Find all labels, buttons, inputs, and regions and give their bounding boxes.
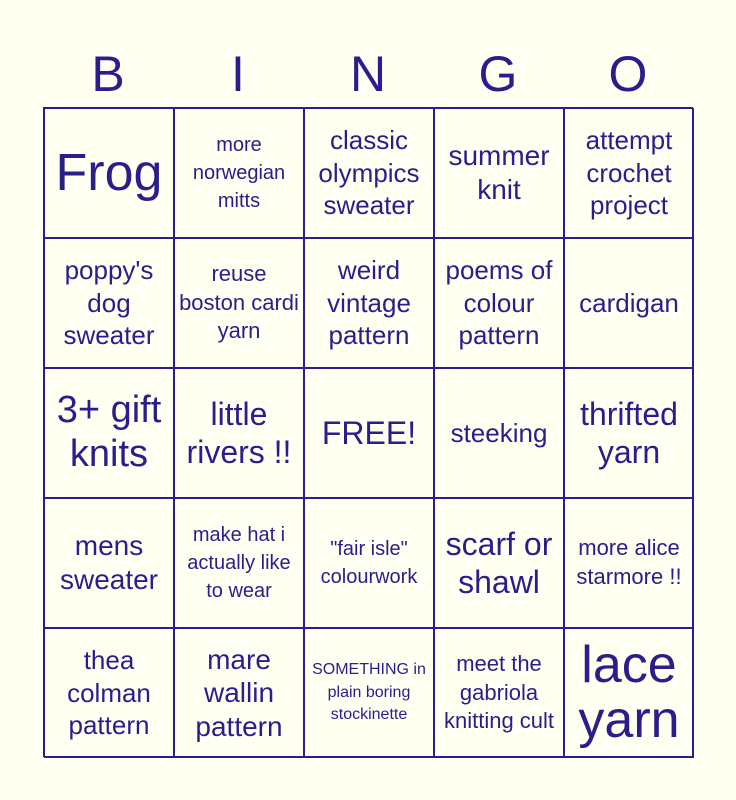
header-letter-o: O (608, 46, 648, 102)
bingo-cell-r3c5[interactable]: thrifted yarn (564, 368, 694, 498)
bingo-cell-r5c1[interactable]: thea colman pattern (44, 628, 174, 758)
bingo-grid (43, 107, 693, 757)
header-letter-b: B (91, 46, 125, 102)
bingo-cell-r1c2[interactable]: more norwegian mitts (174, 108, 304, 238)
bingo-cell-r4c3[interactable]: "fair isle" colourwork (304, 498, 434, 628)
bingo-cell-r2c1[interactable]: poppy's dog sweater (44, 238, 174, 368)
header-letter-i: I (231, 46, 245, 102)
bingo-cell-r4c4[interactable]: scarf or shawl (434, 498, 564, 628)
header-letter-n: N (349, 46, 387, 102)
bingo-cell-r4c5[interactable]: more alice starmore !! (564, 498, 694, 628)
bingo-cell-free[interactable]: FREE! (304, 368, 434, 498)
bingo-cell-r5c5[interactable]: lace yarn (564, 628, 694, 758)
bingo-cell-r4c1[interactable]: mens sweater (44, 498, 174, 628)
bingo-cell-r3c4[interactable]: steeking (434, 368, 564, 498)
bingo-cell-r3c2[interactable]: little rivers !! (174, 368, 304, 498)
bingo-cell-r2c3[interactable]: weird vintage pattern (304, 238, 434, 368)
bingo-cell-r5c3[interactable]: SOMETHING in plain boring stockinette (304, 628, 434, 758)
bingo-cell-r3c1[interactable]: 3+ gift knits (44, 368, 174, 498)
bingo-cell-r2c2[interactable]: reuse boston cardi yarn (174, 238, 304, 368)
header-letter-g: G (478, 46, 518, 102)
bingo-cell-r1c4[interactable]: summer knit (434, 108, 564, 238)
bingo-cell-r4c2[interactable]: make hat i actually like to wear (174, 498, 304, 628)
bingo-cell-r2c4[interactable]: poems of colour pattern (434, 238, 564, 368)
bingo-header (43, 40, 693, 108)
bingo-cell-r2c5[interactable]: cardigan (564, 238, 694, 368)
bingo-cell-r1c3[interactable]: classic olympics sweater (304, 108, 434, 238)
bingo-cell-r5c2[interactable]: mare wallin pattern (174, 628, 304, 758)
bingo-cell-r1c1[interactable]: Frog (44, 108, 174, 238)
bingo-cell-r1c5[interactable]: attempt crochet project (564, 108, 694, 238)
bingo-cell-r5c4[interactable]: meet the gabriola knitting cult (434, 628, 564, 758)
